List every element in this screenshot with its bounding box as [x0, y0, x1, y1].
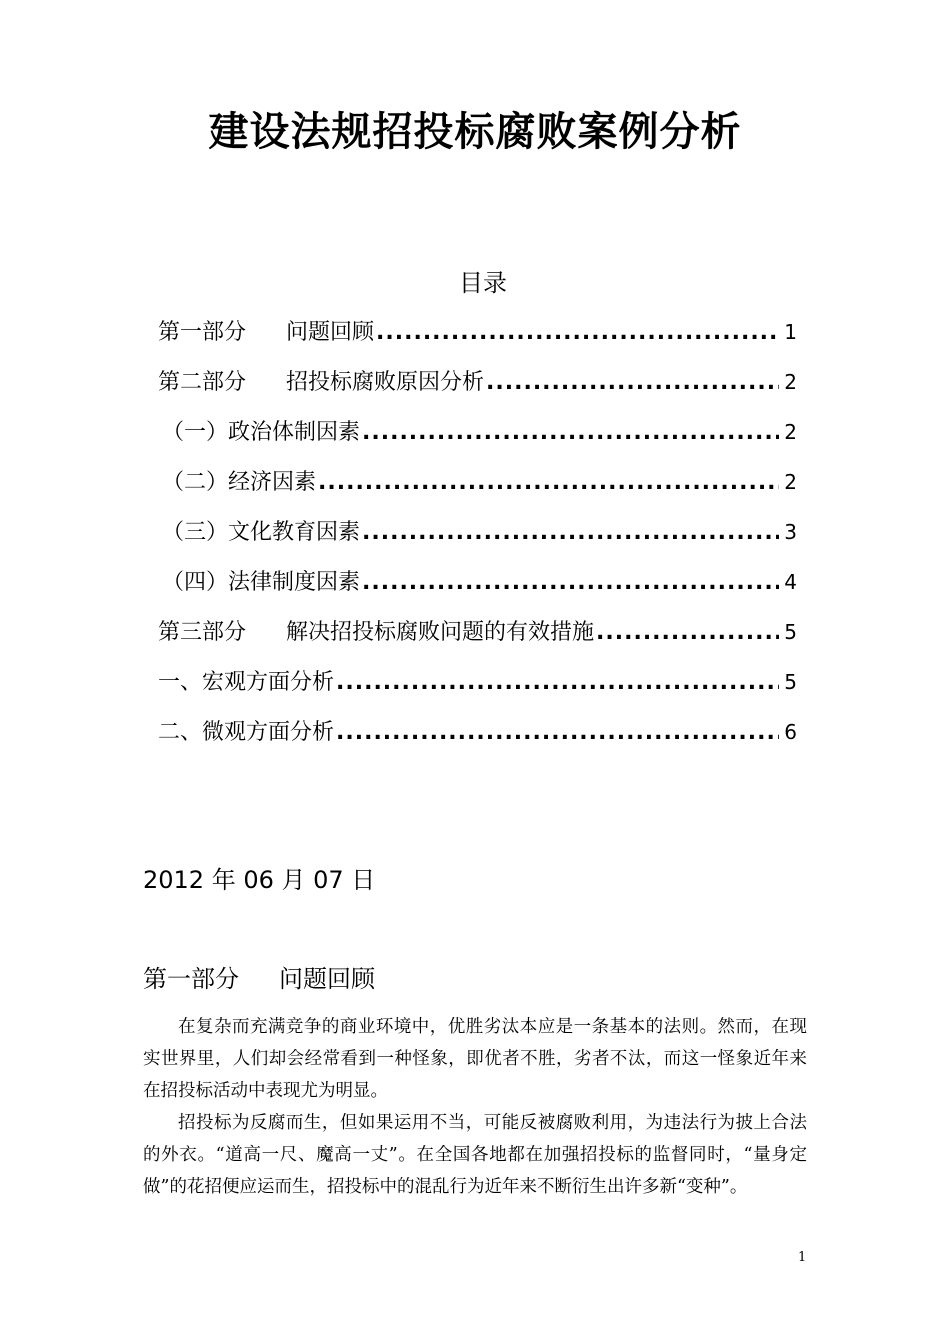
- document-title: 建设法规招投标腐败案例分析: [208, 109, 742, 155]
- toc-leader-dots: [376, 313, 779, 353]
- toc-entry-prefix: 第二部分: [158, 370, 247, 395]
- toc-entry-page: 2: [784, 470, 797, 494]
- toc-entry[interactable]: [162, 462, 797, 502]
- toc-entry-label: [158, 363, 484, 403]
- body-paragraph: 招投标为反腐而生，但如果运用不当，可能反被腐败利用，为违法行为披上合法的外衣。“道高一尺、魔高一丈”。在全国各地都在加强招投标的监督同时，“量身定做”的花招便应运而生，招投标中的混乱行为近年来不断衍生出许多新“变种”。: [143, 1113, 807, 1197]
- page-number: 1: [798, 1250, 807, 1265]
- toc-entry-prefix: 第一部分: [158, 320, 247, 345]
- toc-entry-text: 问题回顾: [286, 320, 375, 345]
- toc-leader-dots: [486, 363, 779, 403]
- toc-entry[interactable]: [162, 412, 797, 452]
- toc-entry-page: 1: [784, 320, 797, 344]
- toc-entry-page: 4: [784, 570, 797, 594]
- toc-heading: 目录: [459, 269, 507, 297]
- toc-entry-page: 2: [784, 420, 797, 444]
- toc-entry[interactable]: [158, 712, 797, 752]
- toc-entry-text: （三）文化教育因素: [162, 520, 361, 545]
- toc-leader-dots: [362, 563, 779, 603]
- toc-entry-text: （一）政治体制因素: [162, 420, 361, 445]
- section-heading-prefix: 第一部分: [143, 965, 239, 993]
- toc-entry-page: 3: [784, 520, 797, 544]
- section-body: [143, 1011, 807, 1203]
- toc-entry[interactable]: [162, 562, 797, 602]
- toc-entry[interactable]: [158, 362, 797, 402]
- toc-entry-text: 二、微观方面分析: [158, 720, 335, 745]
- toc-leader-dots: [336, 713, 779, 753]
- section-heading-title: 问题回顾: [279, 965, 375, 993]
- document-date: 2012 年 06 月 07 日: [143, 866, 376, 894]
- toc-entry[interactable]: [158, 662, 797, 702]
- body-paragraph: 在复杂而充满竞争的商业环境中，优胜劣汰本应是一条基本的法则。然而，在现实世界里，人们却会经常看到一种怪象，即优者不胜，劣者不汰，而这一怪象近年来在招投标活动中表现尤为明显。: [143, 1017, 807, 1101]
- toc-entry-label: [158, 313, 374, 353]
- toc-entry-page: 5: [784, 620, 797, 644]
- toc-entry-text: （四）法律制度因素: [162, 570, 361, 595]
- toc-leader-dots: [362, 513, 779, 553]
- toc-entry-text: 招投标腐败原因分析: [286, 370, 485, 395]
- toc-entry-prefix: 第三部分: [158, 620, 247, 645]
- toc-entry-page: 2: [784, 370, 797, 394]
- toc-entry[interactable]: [158, 312, 797, 352]
- toc-leader-dots: [362, 413, 779, 453]
- toc-leader-dots: [318, 463, 779, 503]
- toc-entry-text: 解决招投标腐败问题的有效措施: [286, 620, 595, 645]
- toc-entry-text: 一、宏观方面分析: [158, 670, 335, 695]
- toc-entry-label: [158, 613, 594, 653]
- toc-leader-dots: [596, 613, 779, 653]
- toc-entry[interactable]: [158, 612, 797, 652]
- toc-entry[interactable]: [162, 512, 797, 552]
- toc-entry-page: 5: [784, 670, 797, 694]
- toc-entry-text: （二）经济因素: [162, 470, 317, 495]
- toc-leader-dots: [336, 663, 779, 703]
- toc-entry-page: 6: [784, 720, 797, 744]
- section-heading: [143, 961, 375, 997]
